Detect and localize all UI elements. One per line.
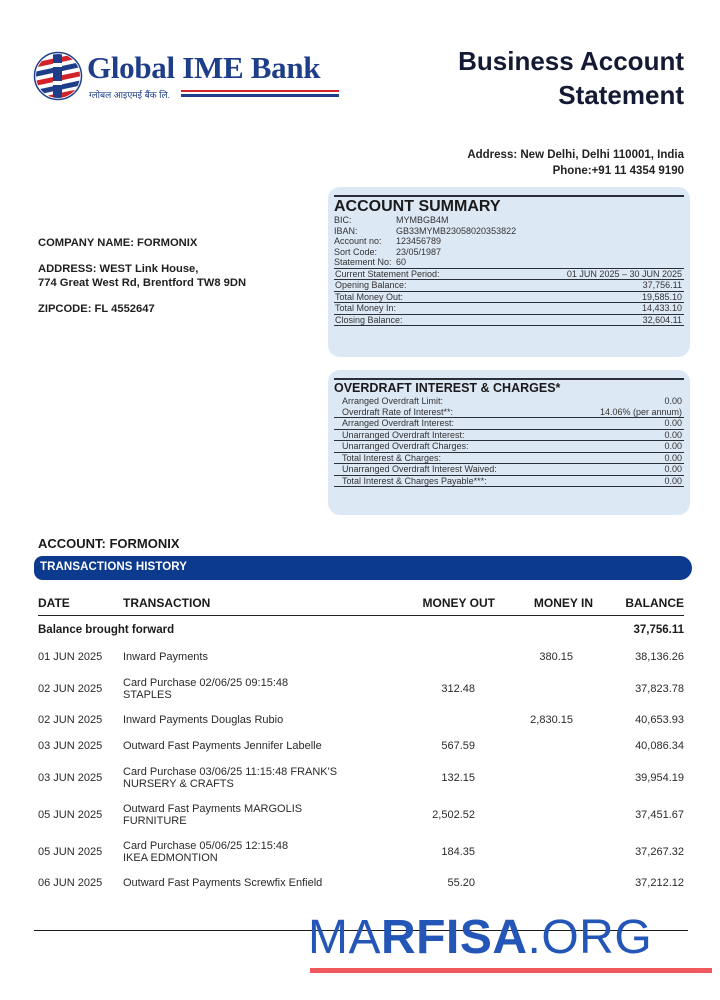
watermark-part: RFISA	[381, 911, 528, 964]
bank-emblem-icon	[33, 50, 83, 102]
detail-value: MYMBGB4M	[396, 215, 449, 225]
header-balance: BALANCE	[625, 595, 684, 610]
detail-value: GB33MYMB23058020353822	[396, 225, 517, 236]
table-row	[38, 707, 684, 733]
row-transaction-line: NURSERY & CRAFTS	[123, 777, 234, 790]
summary-row-period	[334, 268, 684, 280]
header-transaction: TRANSACTION	[123, 595, 211, 610]
detail-value: 23/05/1987	[396, 246, 442, 257]
row-date: 05 JUN 2025	[38, 845, 103, 858]
row-transaction-line: Inward Payments	[123, 651, 208, 663]
bank-phone: Phone:+91 11 4354 9190	[552, 165, 684, 177]
document-title	[458, 44, 684, 112]
summary-row-closing-balance	[334, 314, 684, 327]
logo-stripes	[181, 90, 339, 98]
row-money-out: 132.15	[441, 771, 475, 784]
bank-native-name: ग्लोबल आइएमई बैंक लि.	[89, 90, 171, 100]
summary-row-money-out	[334, 291, 684, 303]
overdraft-row-limit	[334, 396, 684, 407]
overdraft-row-rate	[334, 407, 684, 418]
row-label: Total Money Out:	[335, 291, 404, 302]
table-row	[38, 644, 684, 670]
table-row	[38, 759, 684, 796]
company-zipcode: ZIPCODE: FL 4552647	[38, 303, 155, 315]
row-label: Unarranged Overdraft Interest:	[342, 429, 465, 440]
row-value: 0.00	[664, 441, 682, 451]
row-money-in: 2,830.15	[530, 714, 573, 726]
row-label: Total Interest & Charges Payable***:	[342, 475, 487, 486]
summary-detail-bic	[334, 215, 684, 226]
row-transaction-line: Card Purchase 03/06/25 11:15:48 FRANK'S	[123, 765, 338, 778]
row-money-out: 184.35	[441, 845, 475, 858]
row-money-out: 2,502.52	[432, 808, 475, 821]
row-balance: 38,136.26	[635, 651, 684, 663]
row-balance: 37,451.67	[635, 808, 684, 821]
row-balance: 39,954.19	[635, 771, 684, 784]
overdraft-row-unarranged-interest	[334, 429, 684, 441]
row-transaction	[123, 803, 343, 827]
row-label: Unarranged Overdraft Charges:	[342, 441, 469, 451]
table-header	[38, 590, 684, 616]
header-money-out: MONEY OUT	[422, 595, 495, 610]
row-value: 0.00	[664, 429, 682, 440]
row-date: 05 JUN 2025	[38, 808, 103, 821]
watermark-part: .ORG	[527, 911, 653, 964]
table-row	[38, 733, 684, 759]
detail-value: 60	[396, 257, 407, 267]
overdraft-title: OVERDRAFT INTEREST & CHARGES*	[334, 378, 684, 396]
row-value: 01 JUN 2025 – 30 JUN 2025	[566, 268, 682, 279]
row-value: 0.00	[664, 418, 682, 428]
row-value: 0.00	[664, 475, 682, 486]
row-transaction-line: Inward Payments Douglas Rubio	[123, 714, 284, 726]
header-date: DATE	[38, 595, 70, 610]
row-label: Arranged Overdraft Interest:	[342, 418, 455, 428]
overdraft-row-arranged-interest	[334, 417, 684, 429]
title-line-1: Business Account	[458, 46, 684, 76]
detail-label: Account no:	[334, 236, 382, 246]
row-transaction	[123, 840, 343, 864]
overdraft-row-unarranged-charges	[334, 440, 684, 452]
brought-forward-label: Balance brought forward	[38, 624, 175, 636]
transactions-table	[38, 590, 684, 896]
summary-row-money-in	[334, 302, 684, 314]
company-name: COMPANY NAME: FORMONIX	[38, 237, 198, 249]
company-address-line-1: ADDRESS: WEST Link House,	[38, 263, 199, 275]
row-value: 19,585.10	[641, 291, 682, 302]
row-transaction	[123, 740, 343, 752]
detail-label: BIC:	[334, 215, 352, 225]
detail-label: IBAN:	[334, 225, 358, 236]
row-transaction	[123, 877, 343, 889]
row-transaction-line: Outward Fast Payments MARGOLIS	[123, 802, 303, 815]
company-address	[38, 262, 246, 290]
row-value: 37,756.11	[642, 280, 682, 290]
bank-address	[467, 147, 684, 179]
overdraft-panel	[328, 370, 690, 515]
summary-detail-iban	[334, 226, 684, 237]
row-label: Unarranged Overdraft Interest Waived:	[342, 464, 497, 474]
row-transaction-line: Card Purchase 05/06/25 12:15:48	[123, 839, 289, 852]
overdraft-row-total-payable	[334, 475, 684, 488]
table-row	[38, 670, 684, 707]
row-label: Overdraft Rate of Interest**:	[342, 406, 454, 417]
row-label: Opening Balance:	[335, 280, 407, 290]
row-date: 02 JUN 2025	[38, 682, 103, 695]
table-row	[38, 833, 684, 870]
row-date: 06 JUN 2025	[38, 877, 103, 889]
row-balance: 40,086.34	[635, 740, 684, 752]
row-money-out: 312.48	[441, 682, 475, 695]
row-money-out: 567.59	[441, 740, 475, 752]
watermark-part: MA	[308, 911, 381, 964]
row-value: 14,433.10	[641, 303, 682, 313]
account-summary-title: ACCOUNT SUMMARY	[334, 195, 684, 215]
company-info	[38, 236, 246, 328]
overdraft-row-interest-waived	[334, 463, 684, 475]
row-label: Arranged Overdraft Limit:	[342, 396, 444, 406]
row-balance: 37,212.12	[635, 877, 684, 889]
row-date: 01 JUN 2025	[38, 651, 103, 663]
row-balance: 40,653.93	[635, 714, 684, 726]
row-transaction	[123, 651, 343, 663]
row-label: Closing Balance:	[335, 314, 403, 325]
row-transaction-line: STAPLES	[123, 688, 172, 701]
row-date: 02 JUN 2025	[38, 714, 103, 726]
summary-detail-sort-code	[334, 247, 684, 258]
row-transaction-line: FURNITURE	[123, 814, 187, 827]
row-date: 03 JUN 2025	[38, 771, 103, 784]
company-address-line-2: 774 Great West Rd, Brentford TW8 9DN	[38, 277, 247, 289]
row-label: Total Interest & Charges:	[342, 452, 442, 463]
watermark-logo	[308, 912, 652, 964]
transactions-section-title: TRANSACTIONS HISTORY	[40, 561, 188, 573]
row-value: 14.06% (per annum)	[599, 406, 682, 417]
account-title: ACCOUNT: FORMONIX	[38, 536, 180, 551]
detail-label: Statement No:	[334, 257, 392, 267]
detail-label: Sort Code:	[334, 246, 378, 257]
summary-row-opening-balance	[334, 279, 684, 291]
row-transaction-line: Card Purchase 02/06/25 09:15:48	[123, 676, 289, 689]
row-money-in: 380.15	[539, 651, 573, 663]
transactions-section-header	[34, 556, 692, 580]
row-transaction-line: Outward Fast Payments Screwfix Enfield	[123, 877, 323, 889]
row-label: Total Money In:	[335, 303, 397, 313]
balance-brought-forward-row	[38, 616, 684, 644]
table-row	[38, 796, 684, 833]
watermark-underline	[310, 968, 712, 973]
summary-detail-statement-no	[334, 257, 684, 268]
row-date: 03 JUN 2025	[38, 740, 103, 752]
row-transaction	[123, 714, 343, 726]
bank-name: Global IME Bank	[87, 50, 321, 85]
row-value: 0.00	[664, 452, 682, 463]
row-balance: 37,823.78	[635, 682, 684, 695]
row-transaction	[123, 677, 343, 701]
table-row	[38, 870, 684, 896]
row-transaction-line: IKEA EDMONTION	[123, 851, 218, 864]
summary-detail-account-no	[334, 236, 684, 247]
row-label: Current Statement Period:	[335, 268, 440, 279]
detail-value: 123456789	[396, 236, 442, 246]
header-money-in: MONEY IN	[533, 595, 593, 610]
row-value: 0.00	[664, 464, 682, 474]
row-value: 0.00	[664, 396, 682, 406]
row-money-out: 55.20	[447, 877, 475, 889]
row-balance: 37,267.32	[635, 845, 684, 858]
title-line-2: Statement	[558, 80, 684, 110]
row-transaction	[123, 766, 343, 790]
row-transaction-line: Outward Fast Payments Jennifer Labelle	[123, 740, 322, 752]
account-summary-panel	[328, 187, 690, 357]
bank-address-line: Address: New Delhi, Delhi 110001, India	[467, 149, 684, 161]
brought-forward-balance: 37,756.11	[633, 624, 684, 636]
row-value: 32,604.11	[642, 314, 682, 325]
overdraft-row-total-charges	[334, 452, 684, 464]
bank-logo	[33, 48, 321, 108]
